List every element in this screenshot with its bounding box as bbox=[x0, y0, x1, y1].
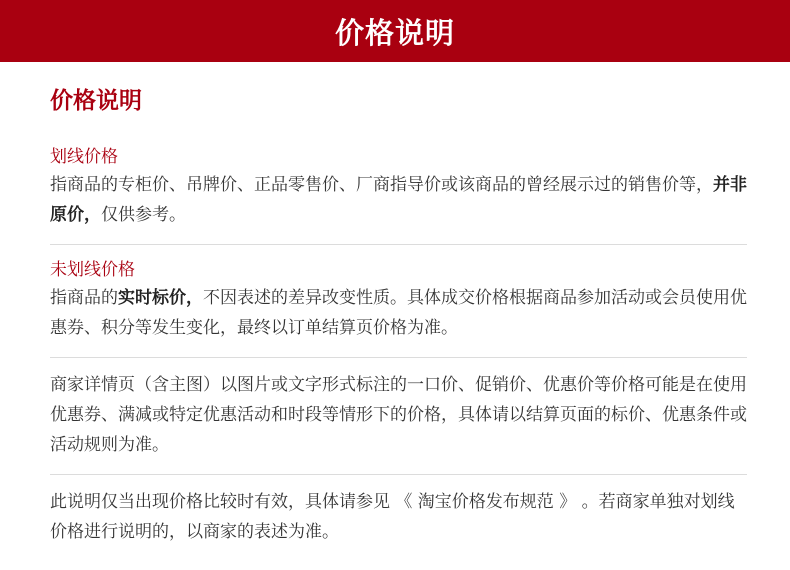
uncrossed-price-block bbox=[50, 245, 747, 357]
crossed-price-text-a: 指商品的专柜价、吊牌价、正品零售价、厂商指导价或该商品的曾经展示过的销售价等， bbox=[50, 175, 713, 195]
section-heading: 价格说明 bbox=[50, 88, 142, 114]
uncrossed-price-text-a: 指商品的 bbox=[50, 288, 118, 308]
detail-page-price-description: 商家详情页（含主图）以图片或文字形式标注的一口价、促销价、优惠价等价格可能是在使用优惠券、满减或特定优惠活动和时段等情形下的价格，具体请以结算页面的标价、优惠条件或活动规则为准。 bbox=[50, 375, 747, 455]
crossed-price-block bbox=[50, 116, 747, 244]
crossed-price-description bbox=[50, 170, 747, 230]
crossed-price-title: 划线价格 bbox=[50, 147, 118, 167]
banner-title: 价格说明 bbox=[334, 15, 455, 50]
crossed-price-text-b: 仅供参考。 bbox=[101, 205, 186, 225]
uncrossed-price-description bbox=[50, 283, 747, 343]
validity-note-block bbox=[50, 475, 747, 561]
header-banner bbox=[0, 0, 790, 62]
uncrossed-price-title: 未划线价格 bbox=[50, 260, 135, 280]
price-explanation-content bbox=[0, 86, 790, 561]
crossed-price-emphasis: 并非原价， bbox=[50, 175, 747, 225]
uncrossed-price-emphasis: 实时标价， bbox=[118, 288, 203, 308]
validity-note-description: 此说明仅当出现价格比较时有效，具体请参见 《 淘宝价格发布规范 》 。若商家单独对划线价格进行说明的，以商家的表述为准。 bbox=[50, 492, 735, 542]
detail-page-price-block bbox=[50, 358, 747, 474]
uncrossed-price-text-b: 不因表述的差异改变性质。具体成交价格根据商品参加活动或会员使用优惠券、积分等发生变化，最终以订单结算页价格为准。 bbox=[50, 288, 747, 338]
